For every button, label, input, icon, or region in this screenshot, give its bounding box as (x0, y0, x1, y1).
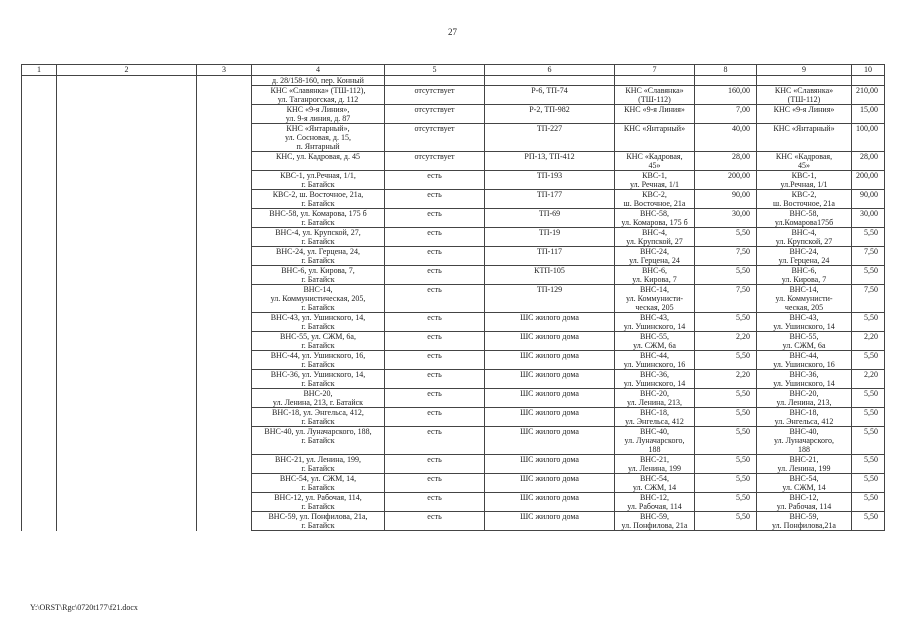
cell-col-4: ВНС-58, ул. Комарова, 175 б г. Батайск (252, 209, 385, 228)
cell-col-9: ВНС-12, ул. Рабочая, 114 (757, 493, 852, 512)
cell-col-10: 100,00 (852, 124, 885, 152)
column-header-7: 7 (615, 65, 695, 76)
cell-col-10: 7,50 (852, 285, 885, 313)
cell-col-10: 5,50 (852, 427, 885, 455)
empty-cell (197, 351, 252, 370)
cell-col-7: ВНС-12, ул. Рабочая, 114 (615, 493, 695, 512)
empty-cell (22, 285, 57, 313)
cell-col-6: ШС жилого дома (485, 474, 615, 493)
cell-col-10: 7,50 (852, 247, 885, 266)
cell-col-9: ВНС-44, ул. Ушинского, 16 (757, 351, 852, 370)
cell-col-6: ШС жилого дома (485, 408, 615, 427)
cell-col-9: КВС-2, ш. Восточное, 21а (757, 190, 852, 209)
cell-col-8: 5,50 (695, 455, 757, 474)
empty-cell (22, 493, 57, 512)
cell-col-4: ВНС-40, ул. Луначарского, 188, г. Батайск (252, 427, 385, 455)
cell-col-8: 7,50 (695, 247, 757, 266)
empty-cell (57, 427, 197, 455)
empty-cell (22, 351, 57, 370)
empty-cell (197, 408, 252, 427)
cell-col-4: ВНС-44, ул. Ушинского, 16, г. Батайск (252, 351, 385, 370)
cell-col-7: КНС «9-я Линия» (615, 105, 695, 124)
empty-cell (22, 455, 57, 474)
cell-col-7: ВНС-58, ул. Комарова, 175 б (615, 209, 695, 228)
table-row (22, 247, 885, 266)
cell-col-5: есть (385, 408, 485, 427)
empty-cell (22, 332, 57, 351)
cell-col-6: ТП-193 (485, 171, 615, 190)
empty-cell (22, 76, 57, 86)
cell-col-9: ВНС-54, ул. СЖМ, 14 (757, 474, 852, 493)
empty-cell (22, 313, 57, 332)
column-header-1: 1 (22, 65, 57, 76)
empty-cell (22, 408, 57, 427)
cell-col-8: 200,00 (695, 171, 757, 190)
empty-cell (22, 247, 57, 266)
cell-col-9: КНС «Янтарный» (757, 124, 852, 152)
column-header-8: 8 (695, 65, 757, 76)
cell-col-9: ВНС-40, ул. Луначарского, 188 (757, 427, 852, 455)
cell-col-6 (485, 76, 615, 86)
cell-col-7: ВНС-44, ул. Ушинского, 16 (615, 351, 695, 370)
cell-col-8: 160,00 (695, 86, 757, 105)
cell-col-6: ТП-19 (485, 228, 615, 247)
cell-col-5: отсутствует (385, 124, 485, 152)
empty-cell (197, 124, 252, 152)
empty-cell (57, 285, 197, 313)
cell-col-5 (385, 76, 485, 86)
empty-cell (197, 171, 252, 190)
empty-cell (57, 512, 197, 531)
empty-cell (197, 86, 252, 105)
cell-col-6: РП-13, ТП-412 (485, 152, 615, 171)
cell-col-4: КНС «Янтарный», ул. Сосновая, д. 15, п. Янтарный (252, 124, 385, 152)
empty-cell (22, 124, 57, 152)
cell-col-10: 2,20 (852, 370, 885, 389)
empty-cell (57, 408, 197, 427)
cell-col-6: ШС жилого дома (485, 512, 615, 531)
empty-cell (197, 285, 252, 313)
empty-cell (22, 171, 57, 190)
cell-col-9: КНС «Кадровая, 45» (757, 152, 852, 171)
empty-cell (57, 247, 197, 266)
cell-col-4: ВНС-4, ул. Крупской, 27, г. Батайск (252, 228, 385, 247)
empty-cell (197, 427, 252, 455)
empty-cell (57, 266, 197, 285)
cell-col-4: КВС-1, ул.Речная, 1/1, г. Батайск (252, 171, 385, 190)
empty-cell (197, 228, 252, 247)
cell-col-9: ВНС-24, ул. Герцена, 24 (757, 247, 852, 266)
cell-col-7: КНС «Кадровая, 45» (615, 152, 695, 171)
table-row (22, 86, 885, 105)
empty-cell (22, 105, 57, 124)
cell-col-6: ШС жилого дома (485, 455, 615, 474)
cell-col-9: ВНС-43, ул. Ушинского, 14 (757, 313, 852, 332)
empty-cell (22, 228, 57, 247)
cell-col-10: 5,50 (852, 389, 885, 408)
table-row (22, 493, 885, 512)
cell-col-7: ВНС-54, ул. СЖМ, 14 (615, 474, 695, 493)
cell-col-10: 5,50 (852, 351, 885, 370)
cell-col-9: КНС «9-я Линия» (757, 105, 852, 124)
cell-col-10: 5,50 (852, 266, 885, 285)
empty-cell (197, 389, 252, 408)
empty-cell (197, 493, 252, 512)
cell-col-8: 5,50 (695, 493, 757, 512)
empty-cell (57, 389, 197, 408)
empty-cell (57, 370, 197, 389)
cell-col-8: 5,50 (695, 313, 757, 332)
cell-col-7: ВНС-21, ул. Ленина, 199 (615, 455, 695, 474)
cell-col-8: 2,20 (695, 332, 757, 351)
empty-cell (22, 152, 57, 171)
table-row (22, 190, 885, 209)
cell-col-5: есть (385, 370, 485, 389)
table-row (22, 474, 885, 493)
cell-col-9 (757, 76, 852, 86)
page-number: 27 (448, 27, 457, 37)
empty-cell (197, 512, 252, 531)
cell-col-8: 7,50 (695, 285, 757, 313)
cell-col-10: 2,20 (852, 332, 885, 351)
cell-col-4: КВС-2, ш. Восточное, 21а, г. Батайск (252, 190, 385, 209)
cell-col-5: есть (385, 190, 485, 209)
empty-cell (22, 474, 57, 493)
cell-col-10: 200,00 (852, 171, 885, 190)
cell-col-6: Р-2, ТП-982 (485, 105, 615, 124)
cell-col-7: ВНС-24, ул. Герцена, 24 (615, 247, 695, 266)
cell-col-9: КВС-1, ул.Речная, 1/1 (757, 171, 852, 190)
empty-cell (197, 474, 252, 493)
cell-col-5: есть (385, 427, 485, 455)
empty-cell (197, 313, 252, 332)
cell-col-5: отсутствует (385, 152, 485, 171)
empty-cell (57, 209, 197, 228)
cell-col-5: есть (385, 209, 485, 228)
cell-col-7: КВС-2, ш. Восточное, 21а (615, 190, 695, 209)
cell-col-4: ВНС-55, ул. СЖМ, 6а, г. Батайск (252, 332, 385, 351)
cell-col-5: есть (385, 332, 485, 351)
column-header-6: 6 (485, 65, 615, 76)
cell-col-5: отсутствует (385, 105, 485, 124)
empty-cell (197, 190, 252, 209)
cell-col-6: ШС жилого дома (485, 427, 615, 455)
cell-col-6: ШС жилого дома (485, 493, 615, 512)
empty-cell (57, 171, 197, 190)
table-row (22, 209, 885, 228)
empty-cell (57, 332, 197, 351)
cell-col-6: ШС жилого дома (485, 332, 615, 351)
cell-col-7: ВНС-55, ул. СЖМ, 6а (615, 332, 695, 351)
column-header-2: 2 (57, 65, 197, 76)
cell-col-8: 40,00 (695, 124, 757, 152)
cell-col-10: 5,50 (852, 408, 885, 427)
empty-cell (197, 455, 252, 474)
table-body (22, 76, 885, 531)
cell-col-7: ВНС-14, ул. Коммунисти- ческая, 205 (615, 285, 695, 313)
cell-col-4: ВНС-21, ул. Ленина, 199, г. Батайск (252, 455, 385, 474)
cell-col-6: ТП-129 (485, 285, 615, 313)
empty-cell (22, 389, 57, 408)
cell-col-8: 90,00 (695, 190, 757, 209)
cell-col-4: ВНС-20, ул. Ленина, 213, г. Батайск (252, 389, 385, 408)
cell-col-9: ВНС-18, ул. Энгельса, 412 (757, 408, 852, 427)
cell-col-7: ВНС-18, ул. Энгельса, 412 (615, 408, 695, 427)
empty-cell (57, 493, 197, 512)
cell-col-5: есть (385, 474, 485, 493)
empty-cell (22, 86, 57, 105)
column-header-4: 4 (252, 65, 385, 76)
table-row (22, 455, 885, 474)
cell-col-10: 90,00 (852, 190, 885, 209)
cell-col-7: ВНС-36, ул. Ушинского, 14 (615, 370, 695, 389)
cell-col-5: есть (385, 455, 485, 474)
cell-col-9: ВНС-21, ул. Ленина, 199 (757, 455, 852, 474)
cell-col-9: ВНС-58, ул.Комарова175б (757, 209, 852, 228)
cell-col-6: ШС жилого дома (485, 389, 615, 408)
empty-cell (57, 351, 197, 370)
cell-col-7: КВС-1, ул. Речная, 1/1 (615, 171, 695, 190)
cell-col-4: ВНС-12, ул. Рабочая, 114, г. Батайск (252, 493, 385, 512)
cell-col-10: 210,00 (852, 86, 885, 105)
empty-cell (57, 474, 197, 493)
empty-cell (57, 124, 197, 152)
table-row (22, 408, 885, 427)
empty-cell (197, 266, 252, 285)
cell-col-5: есть (385, 171, 485, 190)
cell-col-6: ШС жилого дома (485, 370, 615, 389)
column-header-3: 3 (197, 65, 252, 76)
empty-cell (57, 313, 197, 332)
cell-col-7: ВНС-4, ул. Крупской, 27 (615, 228, 695, 247)
table-row (22, 351, 885, 370)
empty-cell (22, 370, 57, 389)
cell-col-5: есть (385, 266, 485, 285)
table-row (22, 427, 885, 455)
table-row (22, 105, 885, 124)
table-row (22, 124, 885, 152)
cell-col-5: есть (385, 313, 485, 332)
column-header-10: 10 (852, 65, 885, 76)
cell-col-4: ВНС-18, ул. Энгельса, 412, г. Батайск (252, 408, 385, 427)
empty-cell (57, 190, 197, 209)
empty-cell (57, 76, 197, 86)
cell-col-9: ВНС-36, ул. Ушинского, 14 (757, 370, 852, 389)
cell-col-5: есть (385, 285, 485, 313)
cell-col-10: 5,50 (852, 474, 885, 493)
cell-col-6: ШС жилого дома (485, 351, 615, 370)
cell-col-6: ТП-117 (485, 247, 615, 266)
empty-cell (57, 228, 197, 247)
cell-col-5: есть (385, 247, 485, 266)
table-row (22, 285, 885, 313)
cell-col-9: ВНС-4, ул. Крупской, 27 (757, 228, 852, 247)
cell-col-4: ВНС-43, ул. Ушинского, 14, г. Батайск (252, 313, 385, 332)
empty-cell (197, 247, 252, 266)
cell-col-6: ТП-177 (485, 190, 615, 209)
cell-col-5: есть (385, 351, 485, 370)
table-row (22, 76, 885, 86)
cell-col-4: ВНС-36, ул. Ушинского, 14, г. Батайск (252, 370, 385, 389)
cell-col-7 (615, 76, 695, 86)
empty-cell (197, 332, 252, 351)
cell-col-10: 5,50 (852, 512, 885, 531)
empty-cell (22, 266, 57, 285)
cell-col-7: КНС «Янтарный» (615, 124, 695, 152)
cell-col-10: 5,50 (852, 455, 885, 474)
table-row (22, 266, 885, 285)
table-row (22, 332, 885, 351)
empty-cell (197, 370, 252, 389)
cell-col-8 (695, 76, 757, 86)
cell-col-8: 5,50 (695, 474, 757, 493)
empty-cell (22, 209, 57, 228)
cell-col-10: 15,00 (852, 105, 885, 124)
cell-col-8: 30,00 (695, 209, 757, 228)
empty-cell (22, 512, 57, 531)
empty-cell (197, 152, 252, 171)
cell-col-4: ВНС-24, ул. Герцена, 24, г. Батайск (252, 247, 385, 266)
table-row (22, 152, 885, 171)
cell-col-9: ВНС-14, ул. Коммунисти- ческая, 205 (757, 285, 852, 313)
cell-col-8: 5,50 (695, 408, 757, 427)
cell-col-4: КНС «Славянка» (ТШ-112), ул. Таганрогская, д. 112 (252, 86, 385, 105)
cell-col-10: 28,00 (852, 152, 885, 171)
cell-col-6: КТП-105 (485, 266, 615, 285)
cell-col-9: ВНС-20, ул. Ленина, 213, (757, 389, 852, 408)
cell-col-4: д. 28/158-160, пер. Конный (252, 76, 385, 86)
cell-col-8: 5,50 (695, 228, 757, 247)
cell-col-9: КНС «Славянка» (ТШ-112) (757, 86, 852, 105)
cell-col-9: ВНС-55, ул. СЖМ, 6а (757, 332, 852, 351)
cell-col-10: 5,50 (852, 493, 885, 512)
cell-col-7: ВНС-40, ул. Луначарского, 188 (615, 427, 695, 455)
cell-col-4: ВНС-6, ул. Кирова, 7, г. Батайск (252, 266, 385, 285)
empty-cell (22, 190, 57, 209)
column-header-9: 9 (757, 65, 852, 76)
empty-cell (197, 105, 252, 124)
cell-col-6: ТП-69 (485, 209, 615, 228)
empty-cell (57, 105, 197, 124)
cell-col-8: 7,00 (695, 105, 757, 124)
cell-col-5: есть (385, 389, 485, 408)
empty-cell (57, 455, 197, 474)
cell-col-8: 5,50 (695, 389, 757, 408)
empty-cell (57, 86, 197, 105)
cell-col-4: ВНС-54, ул. СЖМ, 14, г. Батайск (252, 474, 385, 493)
cell-col-10: 30,00 (852, 209, 885, 228)
cell-col-7: КНС «Славянка» (ТШ-112) (615, 86, 695, 105)
cell-col-7: ВНС-20, ул. Ленина, 213, (615, 389, 695, 408)
cell-col-9: ВНС-6, ул. Кирова, 7 (757, 266, 852, 285)
footer-file-path: Y:\ORST\Rgc\0720t177\f21.docx (30, 603, 138, 612)
table-row (22, 512, 885, 531)
cell-col-7: ВНС-59, ул. Понфилова, 21а (615, 512, 695, 531)
cell-col-5: есть (385, 228, 485, 247)
empty-cell (197, 76, 252, 86)
empty-cell (22, 427, 57, 455)
cell-col-5: отсутствует (385, 86, 485, 105)
cell-col-10: 5,50 (852, 313, 885, 332)
table-row (22, 370, 885, 389)
cell-col-8: 5,50 (695, 427, 757, 455)
column-header-5: 5 (385, 65, 485, 76)
cell-col-8: 2,20 (695, 370, 757, 389)
table-row (22, 171, 885, 190)
cell-col-7: ВНС-43, ул. Ушинского, 14 (615, 313, 695, 332)
cell-col-4: КНС «9-я Линия», ул. 9-я линия, д. 87 (252, 105, 385, 124)
cell-col-4: ВНС-14, ул. Коммунистическая, 205, г. Батайск (252, 285, 385, 313)
empty-cell (197, 209, 252, 228)
cell-col-4: ВНС-59, ул. Понфилова, 21а, г. Батайск (252, 512, 385, 531)
cell-col-8: 5,50 (695, 351, 757, 370)
table-row (22, 313, 885, 332)
cell-col-8: 28,00 (695, 152, 757, 171)
cell-col-4: КНС, ул. Кадровая, д. 45 (252, 152, 385, 171)
cell-col-6: ТП-227 (485, 124, 615, 152)
cell-col-5: есть (385, 493, 485, 512)
cell-col-7: ВНС-6, ул. Кирова, 7 (615, 266, 695, 285)
empty-cell (57, 152, 197, 171)
table-row (22, 228, 885, 247)
cell-col-6: ШС жилого дома (485, 313, 615, 332)
cell-col-8: 5,50 (695, 512, 757, 531)
header-row (22, 65, 885, 76)
cell-col-8: 5,50 (695, 266, 757, 285)
table-row (22, 389, 885, 408)
cell-col-10: 5,50 (852, 228, 885, 247)
data-table (21, 64, 885, 531)
cell-col-5: есть (385, 512, 485, 531)
cell-col-10 (852, 76, 885, 86)
cell-col-6: Р-6, ТП-74 (485, 86, 615, 105)
cell-col-9: ВНС-59, ул. Понфилова,21а (757, 512, 852, 531)
